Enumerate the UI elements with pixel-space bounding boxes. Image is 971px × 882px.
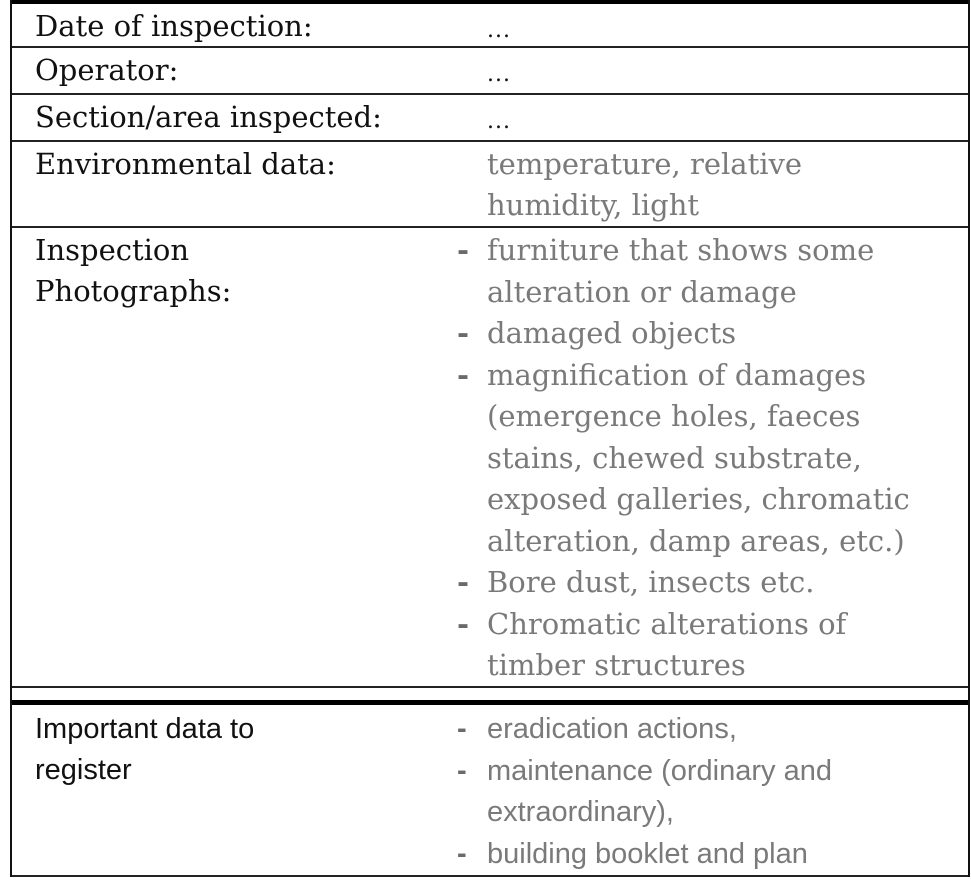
row-label: Section/area inspected:: [35, 100, 382, 134]
row-value[interactable]: ...: [487, 18, 511, 43]
list-item: - furniture that shows some alteration or damage: [455, 230, 925, 313]
table-row-operator: [12, 48, 968, 95]
row-value[interactable]: ...: [487, 62, 511, 87]
dash-bullet-icon: -: [457, 565, 470, 599]
list-item: - Bore dust, insects etc.: [455, 562, 925, 604]
dash-bullet-icon: -: [457, 606, 470, 641]
dash-bullet-icon: -: [457, 754, 467, 787]
dash-bullet-icon: -: [457, 357, 470, 392]
row-label: Date of inspection:: [35, 9, 313, 43]
list-item: - eradication actions,: [455, 709, 925, 751]
dash-bullet-icon: -: [457, 233, 470, 267]
photographs-list: [455, 230, 925, 687]
row-label: Inspection Photographs:: [35, 233, 232, 308]
row-label: Environmental data:: [35, 147, 336, 181]
dash-bullet-icon: -: [457, 316, 470, 350]
table-row-photographs: [12, 228, 968, 688]
inspection-form-table: [10, 0, 970, 877]
table-row-environmental: [12, 142, 968, 228]
dash-bullet-icon: -: [457, 837, 467, 870]
table-row-section: [12, 95, 968, 142]
table-bottom-border: [12, 875, 968, 877]
row-label: Important data to register: [35, 713, 255, 786]
row-value: temperature, relative humidity, light: [487, 147, 803, 222]
dash-bullet-icon: -: [457, 713, 467, 745]
table-row-important-data: [12, 705, 968, 875]
row-value[interactable]: ...: [487, 109, 511, 134]
list-item: - magnification of damages (emergence holes, faeces stains, chewed substrate, exposed galleries, chromatic alteration, damp areas, etc.): [455, 355, 925, 563]
list-item: - damaged objects: [455, 313, 925, 355]
table-row-date: [12, 4, 968, 48]
list-item: - Chromatic alterations of timber structures: [455, 604, 925, 687]
double-rule-separator: [12, 688, 968, 705]
list-item: - building booklet and plan: [455, 834, 925, 876]
row-label: Operator:: [35, 53, 179, 87]
list-item: - maintenance (ordinary and extraordinary),: [455, 751, 925, 834]
important-data-list: [455, 709, 925, 875]
